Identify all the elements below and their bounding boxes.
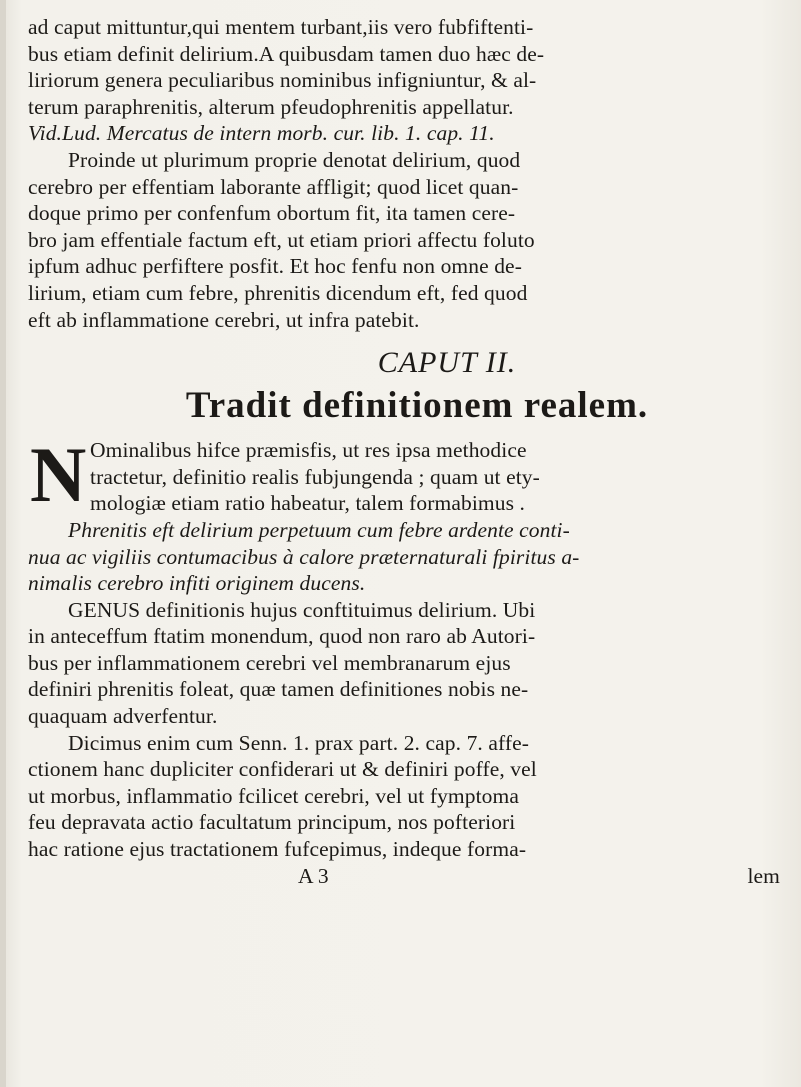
text-line: doque primo per confenfum obortum fit, ita tamen cere- xyxy=(28,201,516,226)
text-line: ut morbus, inflammatio fcilicet cerebri, vel ut fymptoma xyxy=(28,783,519,808)
chapter-heading: CAPUT II. xyxy=(377,346,517,380)
text-line: feu depravata actio facultatum principum, nos pofteriori xyxy=(28,810,516,835)
text-line: ad caput mittuntur,qui mentem turbant,iis vero fubfiftenti- xyxy=(28,15,534,39)
text-line: Proinde ut plurimum proprie denotat delirium, quod xyxy=(68,147,521,172)
page-footer xyxy=(28,863,786,890)
text-line: bus per inflammationem cerebri vel membranarum ejus xyxy=(28,650,511,675)
text-line: Ominalibus hifce præmisfis, ut res ipsa methodice xyxy=(90,438,527,463)
text-line: bro jam effentiale factum eft, ut etiam priori affectu foluto xyxy=(28,227,535,252)
text-line: Dicimus enim cum Senn. 1. prax part. 2. cap. 7. affe- xyxy=(68,730,530,755)
signature-mark: A 3 xyxy=(298,863,329,888)
text-line: cerebro per effentiam laborante affligit; quod licet quan- xyxy=(28,174,519,199)
text-line: terum paraphrenitis, alterum pfeudophrenitis appellatur. xyxy=(28,94,514,119)
text-line: in anteceffum ftatim monendum, quod non raro ab Autori- xyxy=(28,624,536,649)
paragraph-nominalibus xyxy=(28,431,786,519)
text-line: tractetur, definitio realis fubjungenda ; quam ut ety- xyxy=(90,464,540,489)
definition-line: nua ac vigiliis contumacibus à calore præternaturali fpiritus a- xyxy=(28,544,580,569)
citation-line: Vid.Lud. Mercatus de intern morb. cur. lib. 1. cap. 11. xyxy=(28,121,495,146)
drop-capital: N xyxy=(30,431,87,519)
text-line: eft ab inflammatione cerebri, ut infra patebit. xyxy=(28,307,420,332)
text-line: liriorum genera peculiaribus nominibus infigniuntur, & al- xyxy=(28,68,537,93)
text-line: lirium, etiam cum febre, phrenitis dicendum eft, fed quod xyxy=(28,280,528,305)
chapter-title: Tradit definitionem realem. xyxy=(185,385,649,427)
text-line: definiri phrenitis foleat, quæ tamen definitiones nobis ne- xyxy=(28,677,529,702)
text-line: mologiæ etiam ratio habeatur, talem formabimus . xyxy=(90,491,526,516)
text-line: hac ratione ejus tractationem fufcepimus, indeque forma- xyxy=(28,837,527,862)
text-line: bus etiam definit delirium.A quibusdam tamen duo hæc de- xyxy=(28,41,545,66)
text-line: ctionem hanc dupliciter confiderari ut & definiri poffe, vel xyxy=(28,757,537,782)
text-column xyxy=(28,14,786,889)
definition-line: nimalis cerebro infiti originem ducens. xyxy=(28,571,366,596)
definition-line: Phrenitis eft delirium perpetuum cum febre ardente conti- xyxy=(68,517,570,542)
text-line: ipfum adhuc perfiftere posfit. Et hoc fenfu non omne de- xyxy=(28,254,522,279)
page-gutter xyxy=(0,0,6,1087)
text-line: GENUS definitionis hujus conftituimus delirium. Ubi xyxy=(68,597,536,622)
catchword: lem xyxy=(747,863,780,888)
text-line: quaquam adverfentur. xyxy=(28,704,218,729)
